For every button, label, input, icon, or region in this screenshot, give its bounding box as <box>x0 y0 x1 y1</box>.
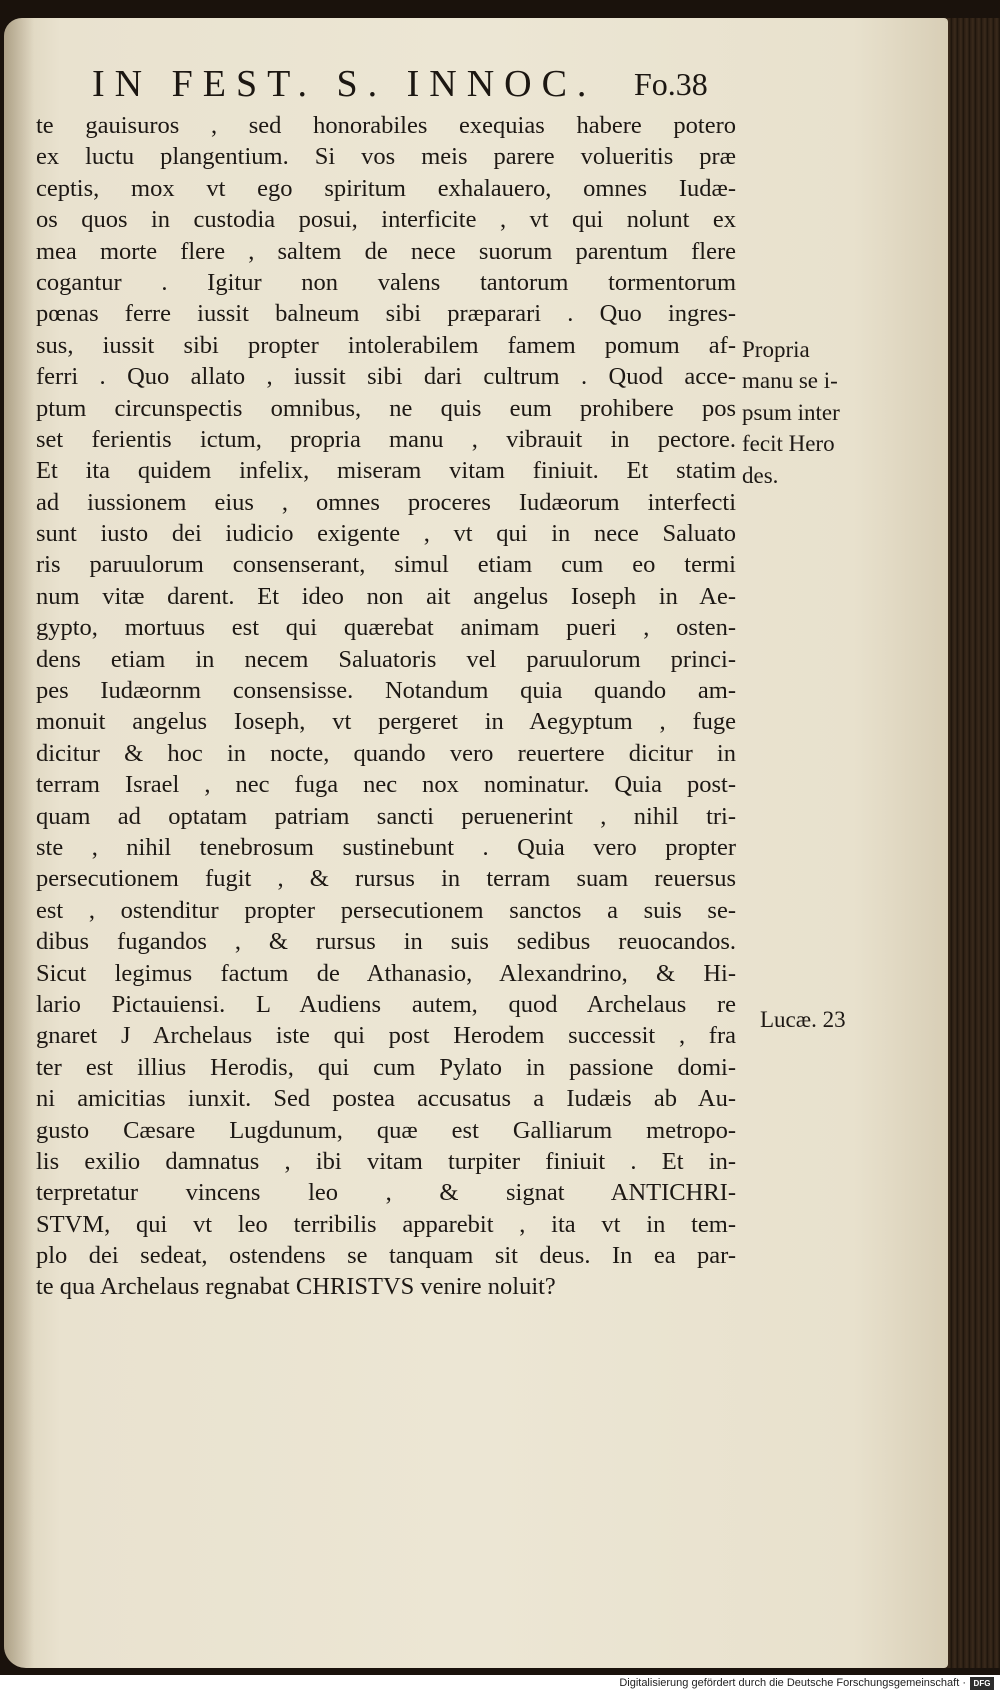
text-line: dicitur & hoc in nocte, quando vero reuertere dicitur in <box>36 739 736 767</box>
gutter-shadow <box>4 18 34 1668</box>
text-line: te gauisuros , sed honorabiles exequias habere potero <box>36 112 736 139</box>
text-line: monuit angelus Ioseph, vt pergeret in Aegyptum , fuge <box>36 708 736 736</box>
body-text <box>36 110 736 1303</box>
text-line: dibus fugandos , & rursus in suis sedibus reuocandos. <box>36 928 736 956</box>
margin-note-line: Propria <box>742 337 810 362</box>
text-line: dens etiam in necem Saluatoris vel paruulorum princi- <box>36 645 736 673</box>
text-line: pœnas ferre iussit balneum sibi præparari . Quo ingres- <box>36 300 736 328</box>
text-line: ex luctu plangentium. Si vos meis parere volueritis præ <box>36 143 736 171</box>
running-head-title: IN FEST. S. INNOC. <box>92 63 597 105</box>
text-line: te qua Archelaus regnabat CHRISTVS venire noluit? <box>36 1273 556 1301</box>
margin-note-line: fecit Hero <box>742 431 835 457</box>
text-line: ris paruulorum consenserant, simul etiam cum eo termi <box>36 551 736 579</box>
text-line: sus, iussit sibi propter intolerabilem famem pomum af- <box>36 331 736 359</box>
text-line: lis exilio damnatus , ibi vitam turpiter finiuit . Et in- <box>36 1147 736 1175</box>
margin-note-line: psum inter <box>742 399 840 425</box>
text-line: ni amicitias iunxit. Sed postea accusatus a Iudæis ab Au- <box>36 1085 736 1113</box>
margin-note-reference: Lucæ. 23 <box>760 1007 846 1032</box>
text-line: STVM, qui vt leo terribilis apparebit , ita vt in tem- <box>36 1210 736 1238</box>
text-line: pes Iudæornm consensisse. Notandum quia quando am- <box>36 677 736 705</box>
text-line: ter est illius Herodis, qui cum Pylato in passione domi- <box>36 1053 736 1081</box>
funding-credit: Digitalisierung gefördert durch die Deutsche Forschungsgemeinschaft · <box>619 1677 966 1689</box>
text-line: mea morte flere , saltem de nece suorum parentum flere <box>36 237 736 265</box>
text-line: quam ad optatam patriam sancti peruenerint , nihil tri- <box>36 802 736 830</box>
folio-number: Fo.38 <box>634 66 708 102</box>
text-line: set ferientis ictum, propria manu , vibrauit in pectore. <box>36 425 736 453</box>
text-line: num vitæ darent. Et ideo non ait angelus Ioseph in Ae- <box>36 582 736 610</box>
text-line: lario Pictauiensi. L Audiens autem, quod Archelaus re <box>36 990 736 1018</box>
margin-note-line: des. <box>742 462 779 488</box>
text-line: Et ita quidem infelix, miseram vitam finiuit. Et statim <box>36 457 736 485</box>
text-line: cogantur . Igitur non valens tantorum tormentorum <box>36 268 736 296</box>
text-line: ste , nihil tenebrosum sustinebunt . Quia vero propter <box>36 833 736 861</box>
book-fore-edge <box>946 18 1000 1668</box>
text-line: gusto Cæsare Lugdunum, quæ est Galliarum metropo- <box>36 1116 736 1144</box>
text-line: gnaret J Archelaus iste qui post Herodem successit , fra <box>36 1022 736 1050</box>
text-line: plo dei sedeat, ostendens se tanquam sit deus. In ea par- <box>36 1242 736 1270</box>
text-line: est , ostenditur propter persecutionem sanctos a suis se- <box>36 896 736 924</box>
text-line: ceptis, mox vt ego spiritum exhalauero, omnes Iudæ- <box>36 174 736 202</box>
text-line: os quos in custodia posui, interficite , vt qui nolunt ex <box>36 206 736 234</box>
text-line: ptum circunspectis omnibus, ne quis eum prohibere pos <box>36 394 736 422</box>
text-line: gypto, mortuus est qui quærebat animam pueri , osten- <box>36 614 736 642</box>
text-line: Sicut legimus factum de Athanasio, Alexandrino, & Hi- <box>36 959 736 987</box>
text-line: terram Israel , nec fuga nec nox nominatur. Quia post- <box>36 771 736 799</box>
text-line: ad iussionem eius , omnes proceres Iudæorum interfecti <box>36 488 736 516</box>
text-line: terpretatur vincens leo , & signat ANTICHRI- <box>36 1179 736 1207</box>
text-line: sunt iusto dei iudicio exigente , vt qui in nece Saluato <box>36 520 736 548</box>
dfg-logo: DFG <box>970 1677 994 1690</box>
margin-note-line: manu se i- <box>742 368 838 394</box>
margin-note <box>742 334 872 491</box>
text-line: ferri . Quo allato , iussit sibi dari cultrum . Quod acce- <box>36 363 736 391</box>
text-line: persecutionem fugit , & rursus in terram suam reuersus <box>36 865 736 893</box>
